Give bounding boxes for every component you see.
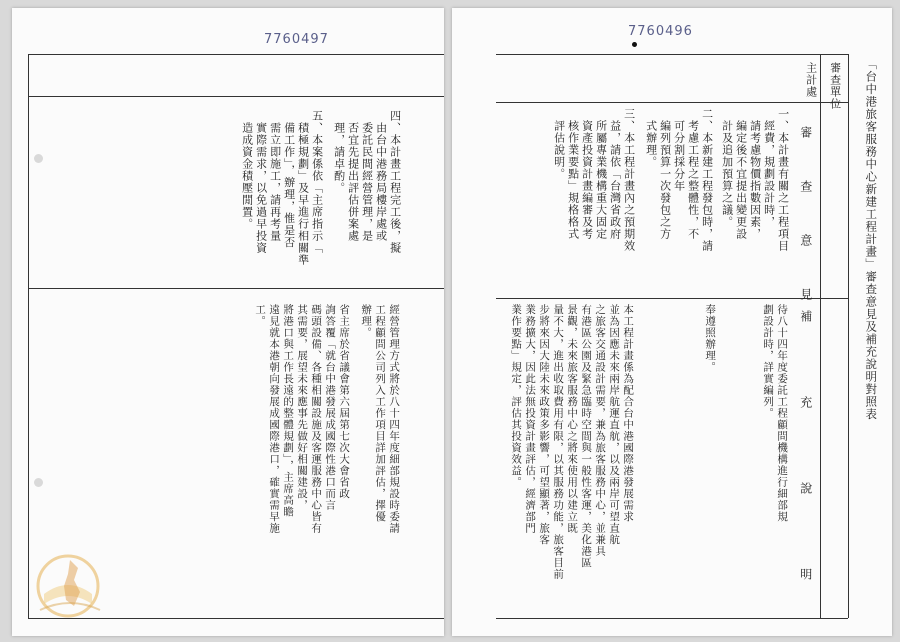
library-logo-watermark bbox=[30, 548, 110, 624]
text-column: 評估說明。 bbox=[552, 120, 566, 180]
text-column: 三、本工程計畫內之預期效 bbox=[622, 108, 636, 252]
text-column: 其需要，展望未來應事先做好相關建設， bbox=[296, 304, 309, 511]
left-page bbox=[12, 8, 444, 636]
text-column: 經費，規劃設計時， bbox=[762, 120, 776, 228]
text-column: 益，請依「台灣省政府 bbox=[608, 120, 622, 240]
document-title: 「台中港旅客服務中心新建工程計畫」審查意見及補充說明對照表 bbox=[864, 58, 879, 421]
table-right-rule bbox=[848, 54, 849, 618]
unit-column-rule bbox=[820, 54, 821, 618]
text-column: 一、本計畫有關之工程項目 bbox=[776, 108, 790, 252]
text-column: 理，請卓酌。 bbox=[332, 122, 346, 194]
table-left-rule bbox=[28, 54, 29, 618]
text-column: 將港口與工作長遠的整體規劃」，主席高瞻 bbox=[282, 304, 295, 518]
text-column: 量不大，進出收取費用有限，以其服務功能，旅客目前 bbox=[552, 304, 565, 580]
opinion-column-header: 審 查 意 見 bbox=[798, 126, 813, 314]
text-column: 否宜先提出評估併案處 bbox=[346, 122, 360, 242]
text-column: 有港區公園及緊急臨時空間與一般性客運，美化港區 bbox=[580, 304, 593, 569]
unit-value: 主計處 bbox=[804, 62, 818, 98]
serial-number: 7760497 bbox=[264, 32, 329, 47]
text-column: 需立即施工，請再考量 bbox=[268, 122, 282, 242]
text-column: 景觀，未來旅客服務中心之將來使用以建立既 bbox=[566, 304, 579, 534]
text-column: 積極規劃」及早進行相關準 bbox=[296, 122, 310, 266]
table-bottom-rule bbox=[496, 618, 848, 619]
text-column: 二、本新建工程發包時，請 bbox=[700, 108, 714, 252]
ink-dot bbox=[632, 42, 637, 47]
text-column: 請考慮物價指數因素， bbox=[748, 120, 762, 240]
text-column: 之旅客交通設計需要，兼為旅客服務中心，並兼具 bbox=[594, 304, 607, 557]
text-column: 省主席於省議會第六屆第七次大會省政 bbox=[338, 304, 351, 500]
text-column: 實際需求，以免過早投資 bbox=[254, 122, 268, 254]
text-column: 資產投資計畫編審及考 bbox=[580, 120, 594, 240]
text-column: 核作業要點」規格格式 bbox=[566, 120, 580, 240]
supplement-column-header: 補 充 說 明 bbox=[798, 310, 813, 610]
text-column: 編定後不宜提出變更設 bbox=[734, 120, 748, 240]
text-column: 造成資金積壓閒置。 bbox=[240, 122, 254, 230]
serial-number: 7760496 bbox=[628, 24, 693, 39]
text-column: 可分割採分年 bbox=[672, 120, 686, 192]
text-column: 計及追加預算之議。 bbox=[720, 120, 734, 228]
text-column: 所屬專業機構重大固定 bbox=[594, 120, 608, 240]
punch-hole bbox=[34, 154, 43, 163]
text-column: 業作要點」規定，評估其投資效益。 bbox=[510, 304, 523, 488]
row-divider-rule bbox=[496, 298, 848, 299]
text-column: 詢答覆「就台中港發展成國際性港口而言 bbox=[324, 304, 337, 511]
table-top-rule bbox=[28, 54, 444, 55]
text-column: 奉遵照辦理。 bbox=[704, 304, 717, 373]
table-top-rule bbox=[496, 54, 848, 55]
table-header-rule bbox=[496, 102, 848, 103]
text-column: 經營管理方式將於八十四年度細部規設時委請 bbox=[388, 304, 401, 534]
right-page bbox=[452, 8, 892, 636]
unit-header-label: 審查單位 bbox=[828, 62, 842, 110]
text-column: 委託民間經營管理，是 bbox=[360, 122, 374, 242]
text-column: 並為因應未來兩岸航運直航，以及兩岸可望直航 bbox=[608, 304, 621, 546]
text-column: 本工程計畫係為配合台中港國際港發展需求 bbox=[622, 304, 635, 523]
text-column: 業務擴大，因此法無投資計畫評估，經濟部門 bbox=[524, 304, 537, 534]
text-column: 備工作」，辦理，惟是否 bbox=[282, 122, 296, 249]
text-column: 待八十四年度委託工程顧問機構進行細部規 bbox=[776, 304, 789, 523]
text-column: 考慮工程之整體性，不 bbox=[686, 120, 700, 240]
text-column: 編列預算一次發包之方 bbox=[658, 120, 672, 240]
text-column: 四、本計畫工程完工後，擬 bbox=[388, 110, 402, 254]
text-column: 碼頭設備、各種相關設施及客運服務中心皆有 bbox=[310, 304, 323, 534]
text-column: 工程顧問公司列入工作項目詳加評估，擇優 bbox=[374, 304, 387, 523]
text-column: 步將來因大陸未來政策多影響，可望顯著，旅客 bbox=[538, 304, 551, 546]
text-column: 遠見就本港朝向發展成國際港口，確實需早施 bbox=[268, 304, 281, 534]
text-column: 工。 bbox=[254, 304, 267, 327]
punch-hole bbox=[34, 478, 43, 487]
text-column: 式辦理。 bbox=[644, 120, 658, 168]
text-column: 由台中港務局樓岸處或 bbox=[374, 122, 388, 242]
text-column: 劃設計時，詳實編列。 bbox=[762, 304, 775, 419]
table-header-rule bbox=[28, 96, 444, 97]
text-column: 辦理。 bbox=[360, 304, 373, 339]
text-column: 五、本案係依「主席指示「 bbox=[310, 110, 324, 254]
row-divider-rule bbox=[28, 288, 444, 289]
